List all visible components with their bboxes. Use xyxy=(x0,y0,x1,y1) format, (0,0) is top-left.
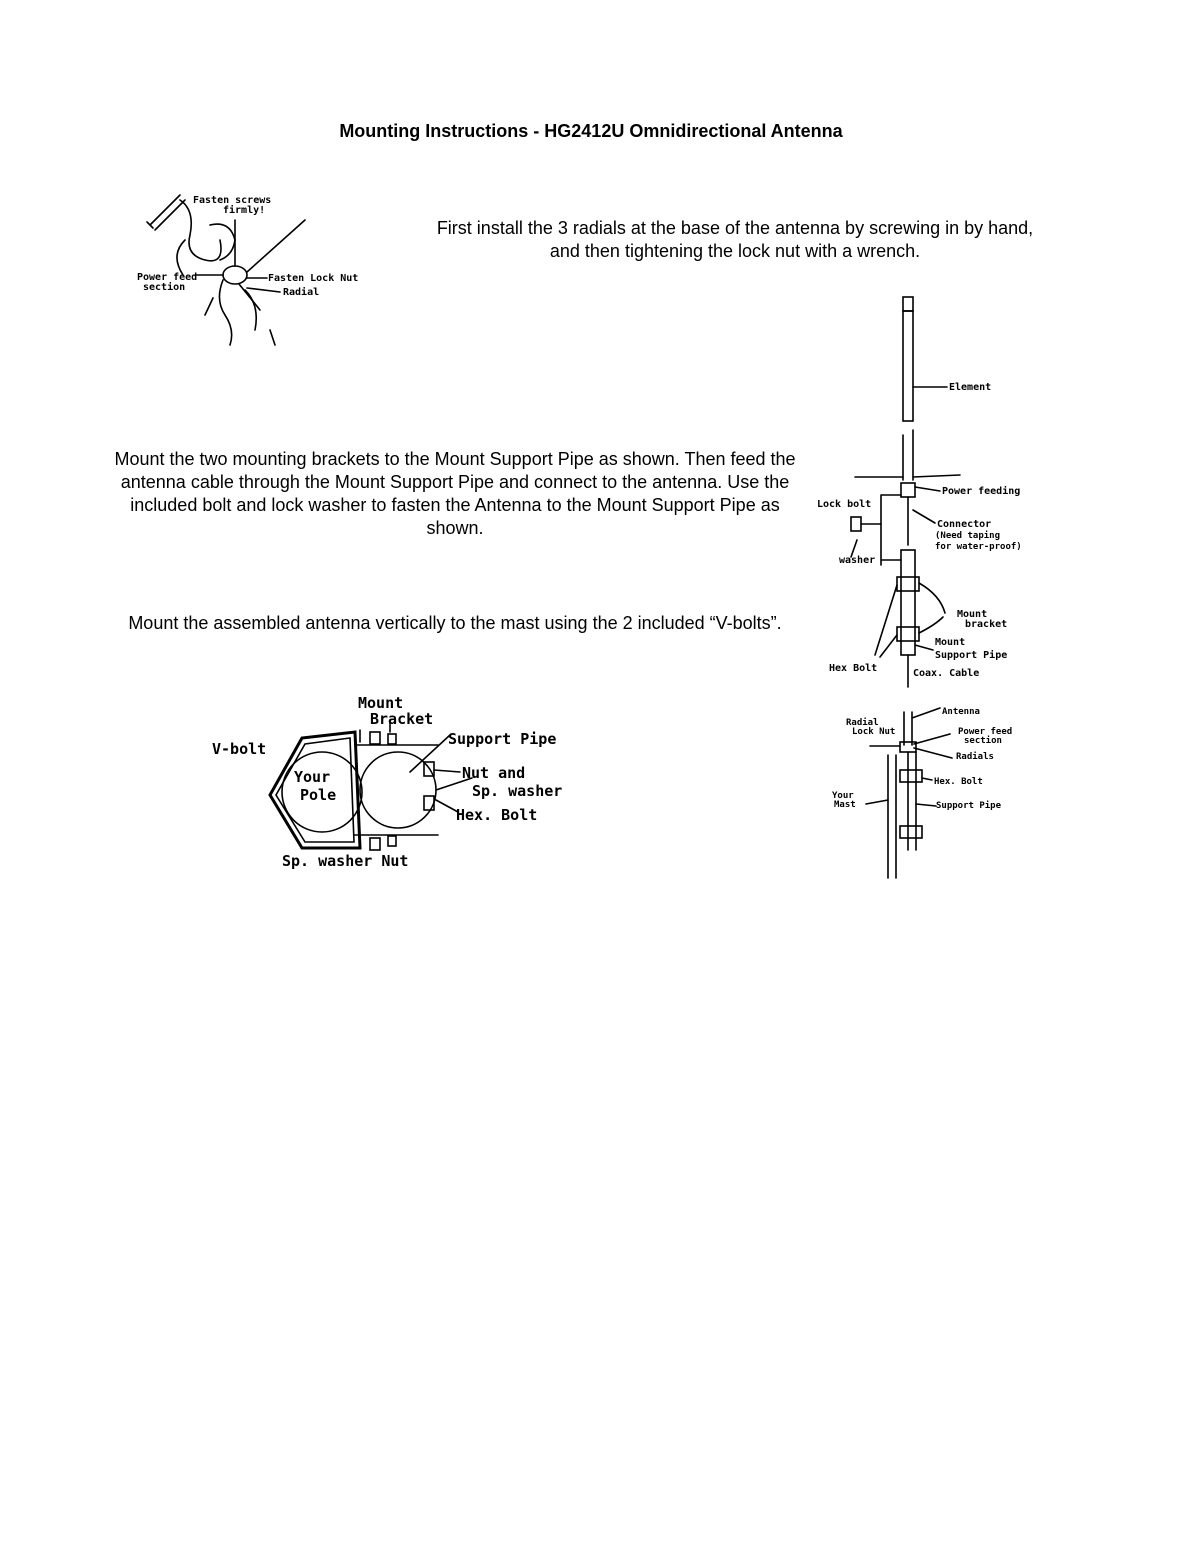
firmly-label: firmly! xyxy=(223,205,266,216)
element-label: Element xyxy=(949,382,992,393)
your-label: Your xyxy=(294,768,331,786)
fasten-screws-label: Fasten screws xyxy=(193,195,272,206)
bracket-label: Bracket xyxy=(370,710,434,728)
lock-bolt-label: Lock bolt xyxy=(817,499,872,510)
radials-instruction: First install the 3 radials at the base of the antenna by screwing in by hand, and then tightening the lock nut with a wrench. xyxy=(436,218,1034,261)
support-pipe-label: Support Pipe xyxy=(936,801,1002,811)
coax-cable-label: Coax. Cable xyxy=(913,668,980,679)
mount-bracket-label-1: Mount xyxy=(957,609,988,620)
radial-label: Radial xyxy=(283,287,320,298)
power-feeding-label: Power feeding xyxy=(942,486,1021,497)
mount-bracket-label-2: bracket xyxy=(965,619,1008,630)
pole-label: Pole xyxy=(300,786,337,804)
radial-label: Radial xyxy=(846,718,879,728)
your-label: Your xyxy=(832,791,854,801)
section-label: section xyxy=(964,736,1002,746)
mount-label: Mount xyxy=(358,694,404,712)
vbolt-illustration xyxy=(210,690,590,875)
mast-label: Mast xyxy=(834,800,856,810)
radials-illustration xyxy=(135,180,405,350)
antenna-assembly-illustration xyxy=(815,295,1050,690)
hex-bolt-label: Hex. Bolt xyxy=(456,806,538,824)
lock-nut-label: Lock Nut xyxy=(852,727,896,737)
brackets-instruction: Mount the two mounting brackets to the Mount Support Pipe as shown. Then feed the antenna cable through the Mount Support Pipe and connect to the antenna. Use the included bolt and lock washer to fasten the Antenna to the Mount Support Pipe as shown. xyxy=(114,449,796,538)
sp-washer-nut-label: Sp. washer Nut xyxy=(282,852,409,870)
mount-support-label-1: Mount xyxy=(935,637,966,648)
nut-and-label: Nut and xyxy=(462,764,526,782)
section-label: section xyxy=(143,282,186,293)
antenna-label: Antenna xyxy=(942,707,980,717)
fasten-lock-nut-label: Fasten Lock Nut xyxy=(268,273,359,284)
page-title: Mounting Instructions - HG2412U Omnidirectional Antenna xyxy=(339,121,843,141)
waterproof-label: for water-proof) xyxy=(935,542,1022,552)
v-bolt-label: V-bolt xyxy=(212,740,267,758)
need-taping-label: (Need taping xyxy=(935,531,1001,541)
mast-mounting-illustration xyxy=(830,700,1045,880)
hex-bolt-label: Hex. Bolt xyxy=(934,777,983,787)
power-feed-label: Power feed xyxy=(958,727,1013,737)
support-pipe-label: Support Pipe xyxy=(448,730,557,748)
washer-label: washer xyxy=(839,555,876,566)
power-feed-label: Power feed xyxy=(137,272,198,283)
connector-label: Connector xyxy=(937,519,992,530)
sp-washer-label: Sp. washer xyxy=(472,782,563,800)
mount-support-label-2: Support Pipe xyxy=(935,650,1008,661)
radials-label: Radials xyxy=(956,752,994,762)
vbolts-instruction: Mount the assembled antenna vertically to the mast using the 2 included “V-bolts”. xyxy=(128,613,782,633)
hex-bolt-label: Hex Bolt xyxy=(829,663,878,674)
